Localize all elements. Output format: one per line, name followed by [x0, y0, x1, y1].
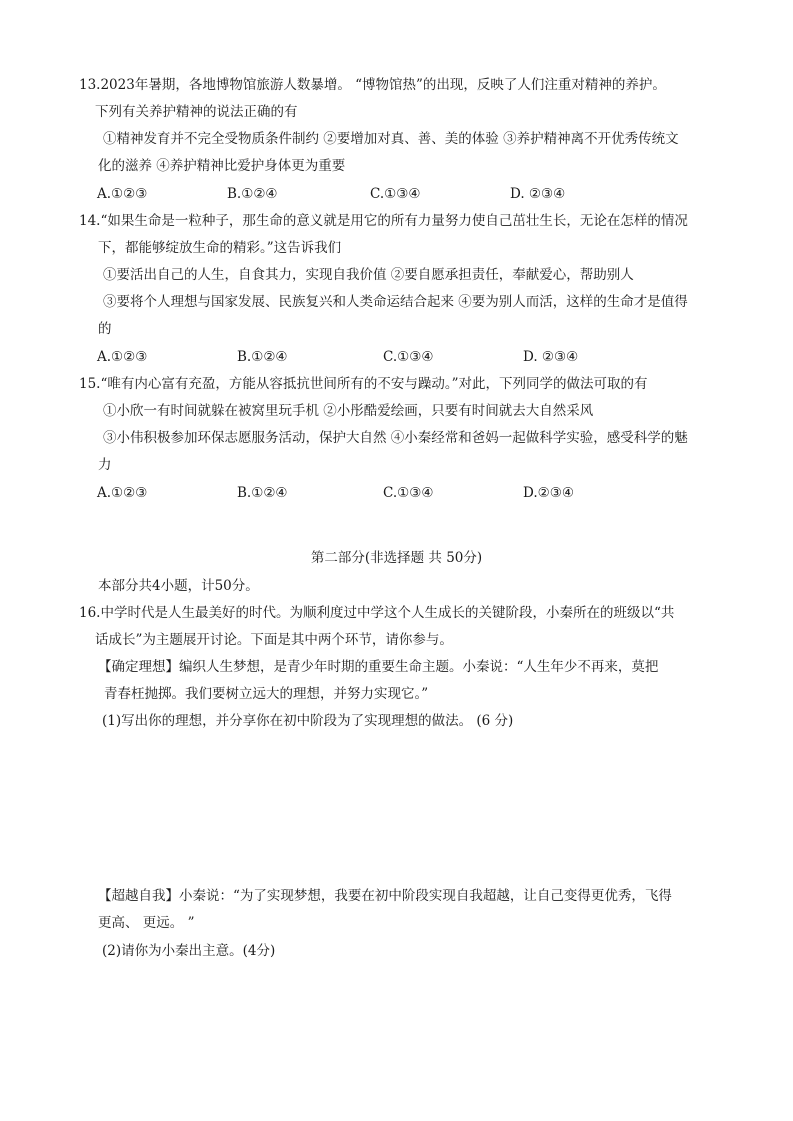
q16-stem-line2: 话成长”为主题展开讨论。下面是其中两个环节，请你参与。	[95, 632, 453, 648]
q15-option-b: B.①②④	[237, 485, 288, 501]
q16-stem-line1: 16.中学时代是人生最美好的时代。为顺利度过中学这个人生成长的关键阶段，小秦所在的班级以“共	[79, 605, 675, 621]
q13-stem-line1: 13.2023年暑期，各地博物馆旅游人数暴增。 “博物馆热”的出现，反映了人们注重对精神的养护。	[79, 77, 666, 93]
q16-section1-line1: 【确定理想】编织人生梦想，是青少年时期的重要生命主题。小秦说：“人生年少不再来，莫把	[98, 659, 659, 675]
q15-stem-line1: 15.“唯有内心富有充盈，方能从容抵抗世间所有的不安与躁动。”对此，下列同学的做法可取的有	[79, 376, 648, 392]
q14-option-d: D. ②③④	[523, 349, 579, 365]
q13-option-d: D. ②③④	[510, 186, 566, 202]
q13-stem-line2: 下列有关养护精神的说法正确的有	[95, 104, 298, 120]
q15-option-a: A.①②③	[97, 485, 148, 501]
q13-option-c: C.①③④	[370, 186, 421, 202]
q15-items-line1: ①小欣一有时间就躲在被窝里玩手机 ②小彤酷爱绘画，只要有时间就去大自然采风	[103, 403, 594, 419]
q13-items-line1: ①精神发育并不完全受物质条件制约 ②要增加对真、善、美的体验 ③养护精神离不开优秀传统文	[103, 131, 679, 147]
q14-option-a: A.①②③	[97, 349, 148, 365]
q14-items-line1: ①要活出自己的人生，自食其力，实现自我价值 ②要自愿承担责任，奉献爱心，帮助别人	[103, 267, 634, 283]
q16-sub-question-2: (2)请你为小秦出主意。(4分)	[102, 943, 276, 959]
q14-option-c: C.①③④	[383, 349, 434, 365]
part2-title: 第二部分(非选择题 共 50分)	[310, 550, 483, 566]
q16-sub-question-1: (1)写出你的理想，并分享你在初中阶段为了实现理想的做法。 (6 分)	[102, 713, 514, 729]
q14-option-b: B.①②④	[237, 349, 288, 365]
q16-section1-line2: 青春枉抛掷。我们要树立远大的理想，并努力实现它。”	[104, 686, 429, 702]
q14-items-line2: ③要将个人理想与国家发展、民族复兴和人类命运结合起来 ④要为别人而活，这样的生命才是值得	[103, 294, 688, 310]
q13-items-line2: 化的滋养 ④养护精神比爱护身体更为重要	[98, 158, 346, 174]
q15-option-c: C.①③④	[383, 485, 434, 501]
q13-option-b: B.①②④	[227, 186, 278, 202]
q14-items-line3: 的	[98, 321, 112, 337]
q15-option-d: D.②③④	[523, 485, 574, 501]
q14-stem-line1: 14.“如果生命是一粒种子，那生命的意义就是用它的所有力量努力使自己茁壮生长，无论在怎样的情况	[79, 213, 688, 229]
q14-stem-line2: 下，都能够绽放生命的精彩。”这告诉我们	[98, 240, 342, 256]
q15-items-line2: ③小伟积极参加环保志愿服务活动，保护大自然 ④小秦经常和爸妈一起做科学实验，感受科学的魅	[103, 430, 688, 446]
q13-option-a: A.①②③	[97, 186, 148, 202]
part2-intro: 本部分共4小题，计50分。	[98, 578, 259, 594]
q15-items-line3: 力	[98, 457, 112, 473]
q16-section2-line1: 【超越自我】小秦说：“为了实现梦想，我要在初中阶段实现自我超越，让自己变得更优秀，飞得	[98, 888, 672, 904]
q16-section2-line2: 更高、 更远。 ”	[98, 915, 195, 931]
